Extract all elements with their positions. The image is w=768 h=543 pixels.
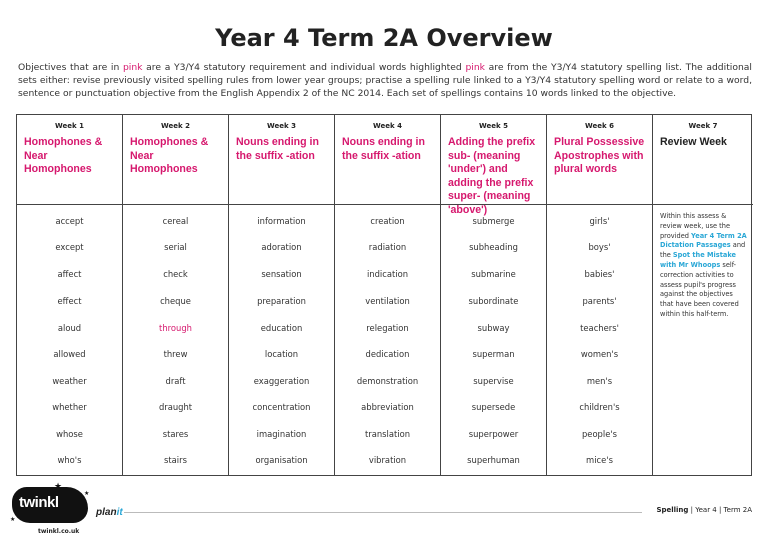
week-column	[229, 115, 335, 475]
planit-logo	[96, 507, 123, 518]
footer-tag-rest: | Year 4 | Term 2A	[688, 506, 752, 514]
spelling-word: subheading	[469, 242, 518, 252]
spelling-word: information	[257, 216, 306, 226]
week-objective: Nouns ending in the suffix -ation	[236, 136, 319, 162]
week-header	[547, 115, 652, 205]
spelling-word: preparation	[257, 296, 306, 306]
planit-text-a: plan	[96, 507, 117, 518]
spelling-word: supervise	[473, 376, 514, 386]
spelling-word: except	[55, 242, 84, 252]
spelling-word: allowed	[53, 349, 86, 359]
spelling-word: babies'	[584, 269, 615, 279]
spelling-word: draught	[158, 402, 193, 412]
spelling-word: aloud	[57, 323, 82, 333]
spelling-word: parents'	[582, 296, 617, 306]
week-label: Week 7	[688, 122, 718, 130]
spelling-word: location	[264, 349, 299, 359]
week-header	[229, 115, 334, 205]
week-header	[441, 115, 546, 216]
week-header	[653, 115, 753, 205]
spelling-word: girls'	[589, 216, 610, 226]
spelling-word: abbreviation	[361, 402, 414, 412]
week-label: Week 5	[479, 122, 508, 130]
spelling-word: dedication	[365, 349, 410, 359]
week-label: Week 6	[585, 122, 614, 130]
footer-tag	[656, 506, 752, 514]
spelling-word: who's	[57, 455, 82, 465]
spelling-word: imagination	[256, 429, 307, 439]
spelling-word: submarine	[471, 269, 516, 279]
twinkl-logo-text: twinkl	[19, 494, 59, 511]
review-text-2: and the	[660, 241, 746, 260]
spelling-word: relegation	[366, 323, 409, 333]
overview-table	[16, 114, 752, 476]
spelling-word: radiation	[368, 242, 407, 252]
spelling-word: women's	[580, 349, 619, 359]
spelling-word: creation	[370, 216, 405, 226]
review-text-3: self-correction activities to assess pupil's progress against the objectives that have been covered within this half-term.	[660, 260, 739, 318]
week-column	[17, 115, 123, 475]
twinkl-url: twinkl.co.uk	[38, 528, 80, 535]
spelling-word: stairs	[164, 455, 187, 465]
footer-tag-subject: Spelling	[656, 506, 689, 514]
dictation-passages-link[interactable]: Year 4 Term 2A Dictation Passages	[660, 231, 747, 250]
spelling-word: threw	[163, 349, 188, 359]
spelling-word: cereal	[162, 216, 189, 226]
spelling-word: subordinate	[468, 296, 519, 306]
star-icon: ★	[10, 516, 16, 523]
spelling-word: organisation	[255, 455, 308, 465]
intro-paragraph	[18, 61, 752, 100]
spelling-word: people's	[581, 429, 618, 439]
week-header	[17, 115, 122, 205]
spelling-word: exaggeration	[253, 376, 310, 386]
week-label: Week 2	[161, 122, 190, 130]
spelling-word: concentration	[252, 402, 311, 412]
spelling-word: teachers'	[580, 323, 619, 333]
intro-pink-1: pink	[122, 62, 143, 73]
spelling-word: subway	[477, 323, 510, 333]
week-objective: Plural Possessive Apostrophes with plural words	[554, 136, 645, 175]
spelling-word: draft	[165, 376, 186, 386]
week-label: Week 3	[267, 122, 296, 130]
footer-divider	[124, 512, 642, 513]
spelling-word: vibration	[368, 455, 407, 465]
spelling-word: cheque	[160, 296, 191, 306]
spelling-word: education	[260, 323, 303, 333]
spelling-word: adoration	[261, 242, 302, 252]
week-column	[653, 115, 753, 475]
week-column	[335, 115, 441, 475]
spot-the-mistake-link[interactable]: Spot the Mistake with Mr Whoops	[660, 251, 737, 269]
week-label: Week 4	[373, 122, 402, 130]
week-objective: Homophones & Near Homophones	[130, 136, 209, 175]
spelling-word: check	[163, 269, 188, 279]
intro-text-1: Objectives that are in	[18, 62, 123, 73]
spelling-word: accept	[55, 216, 84, 226]
spelling-word: translation	[364, 429, 411, 439]
spelling-word: effect	[57, 296, 82, 306]
spelling-word: indication	[366, 269, 409, 279]
spelling-word: affect	[57, 269, 82, 279]
page-title: Year 4 Term 2A Overview	[215, 24, 553, 52]
spelling-word: sensation	[261, 269, 302, 279]
week-objective: Adding the prefix sub- (meaning 'under') and adding the prefix super- (meaning 'above')	[448, 136, 536, 216]
week-header	[123, 115, 228, 205]
spelling-word: stares	[162, 429, 189, 439]
spelling-word: superhuman	[467, 455, 520, 465]
week-column	[547, 115, 653, 475]
spelling-word: serial	[164, 242, 187, 252]
spelling-word: men's	[586, 376, 613, 386]
spelling-word: superman	[472, 349, 515, 359]
spelling-word: ventilation	[365, 296, 410, 306]
spelling-word: mice's	[586, 455, 613, 465]
spelling-word: superpower	[468, 429, 519, 439]
spelling-word: demonstration	[356, 376, 419, 386]
week-column	[123, 115, 229, 475]
week-objective: Review Week	[660, 136, 727, 148]
spelling-word: children's	[579, 402, 620, 412]
review-text-1: Within this assess & review week, use the provided	[660, 212, 731, 240]
spelling-word: whose	[56, 429, 83, 439]
week-objective: Homophones & Near Homophones	[24, 136, 103, 175]
spelling-word: through	[159, 323, 192, 333]
star-icon: ★	[54, 482, 63, 492]
planit-text-b: it	[116, 507, 123, 518]
intro-text-3: are from the Y3/Y4 statutory spelling list. The additional sets either: revise previously visited spelling rules from lower year groups; practise a spelling rule linked to a Y3/Y4 statutory spelling word or relate to a word, sentence or punctuation objective from the English Appendix 2 of the NC 2014. Each set of spellings contains 10 words linked to the objective.	[18, 62, 752, 99]
spelling-word: submerge	[472, 216, 515, 226]
intro-pink-2: pink	[465, 62, 485, 73]
spelling-word: supersede	[471, 402, 516, 412]
week-header	[335, 115, 440, 205]
spelling-word: boys'	[588, 242, 611, 252]
week-objective: Nouns ending in the suffix -ation	[342, 136, 425, 162]
intro-text-2: are a Y3/Y4 statutory requirement and individual words highlighted	[142, 62, 466, 73]
spelling-word: whether	[52, 402, 87, 412]
review-text	[660, 212, 747, 320]
week-label: Week 1	[55, 122, 84, 130]
spelling-word: weather	[52, 376, 87, 386]
week-column	[441, 115, 547, 475]
star-icon: ★	[84, 490, 90, 497]
